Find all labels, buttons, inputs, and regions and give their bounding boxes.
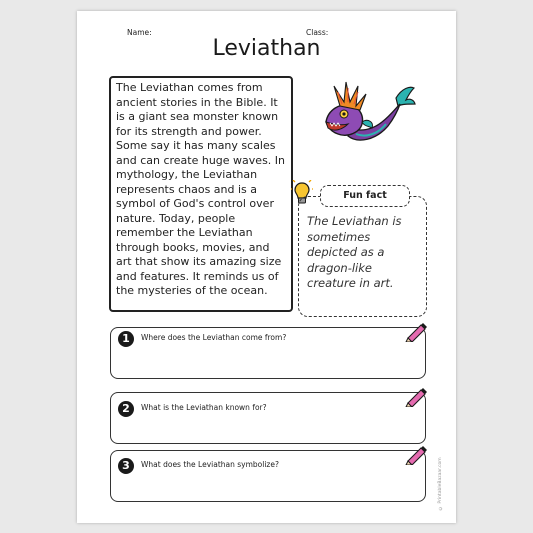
question-1-number: 1 xyxy=(118,331,134,347)
question-3-number: 3 xyxy=(118,458,134,474)
reading-passage-box xyxy=(109,76,293,312)
fun-fact-text: The Leviathan is sometimes depicted as a dragon-like creature in art. xyxy=(307,214,402,290)
sea-serpent-icon xyxy=(318,78,418,168)
worksheet-title: Leviathan xyxy=(212,36,321,61)
question-2-number: 2 xyxy=(118,401,134,417)
pencil-icon xyxy=(404,320,428,342)
reading-passage: The Leviathan comes from ancient stories in the Bible. It is a giant sea monster known for its strength and power. Some say it has many scales and can create huge waves. In mythology, the Leviathan represents chaos and is a symbol of God's control over nature. Today, people remember the Leviathan through books, movies, and art that show its amazing size and features. It reminds us of the mysteries of the ocean. xyxy=(116,81,286,297)
class-label: Class: xyxy=(306,28,329,37)
pencil-icon xyxy=(404,385,428,407)
question-3-text: What does the Leviathan symbolize? xyxy=(141,460,279,469)
question-1-text: Where does the Leviathan come from? xyxy=(141,333,287,342)
question-2-answer-box[interactable] xyxy=(110,392,426,444)
fun-fact-heading: Fun fact xyxy=(320,185,410,207)
name-label: Name: xyxy=(127,28,152,37)
question-3-answer-box[interactable] xyxy=(110,450,426,502)
pencil-icon xyxy=(404,443,428,465)
copyright-watermark: © PrintableBazaar.com xyxy=(438,457,443,510)
question-2-text: What is the Leviathan known for? xyxy=(141,403,267,412)
